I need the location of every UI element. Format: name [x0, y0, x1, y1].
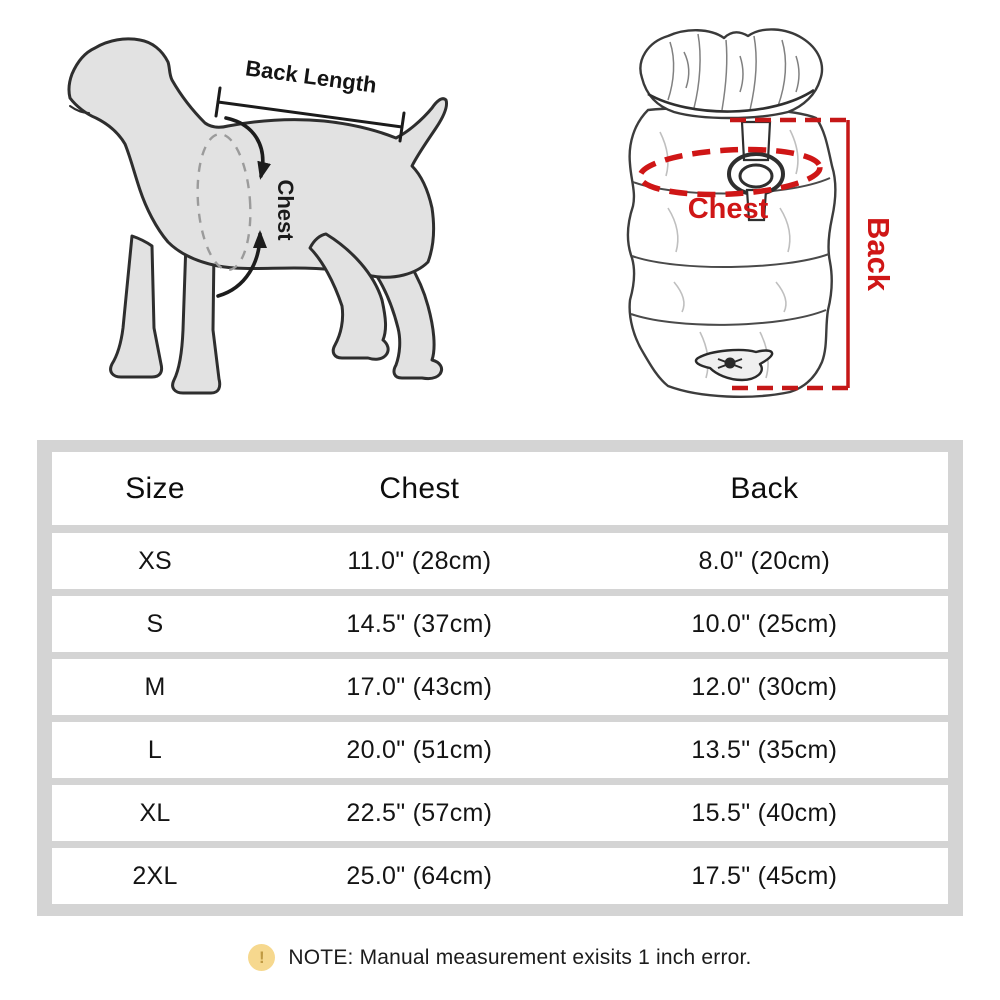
table-row: [52, 533, 948, 589]
cell-size: S: [146, 609, 164, 638]
header-size: Size: [125, 471, 185, 505]
cell-chest: 14.5" (37cm): [346, 609, 493, 638]
cell-back: 8.0" (20cm): [698, 546, 831, 575]
cell-chest: 20.0" (51cm): [346, 735, 493, 764]
cell-size: XS: [138, 546, 173, 575]
vest-measurement-figure: [590, 12, 900, 424]
vest-chest-label: Chest: [687, 193, 769, 225]
measurement-diagrams: [0, 0, 1000, 437]
header-chest: Chest: [379, 471, 460, 505]
back-length-label: Back Length: [243, 55, 379, 98]
cell-size: L: [147, 735, 163, 764]
cell-chest: 25.0" (64cm): [346, 861, 493, 890]
vest-collar: [640, 29, 822, 118]
cell-back: 12.0" (30cm): [691, 672, 838, 701]
cell-back: 10.0" (25cm): [691, 609, 838, 638]
cell-size: XL: [139, 798, 171, 827]
cell-size: M: [144, 672, 166, 701]
dog-silhouette: [69, 39, 447, 393]
table-row: [52, 785, 948, 841]
dog-measurement-figure: [30, 10, 510, 430]
cell-back: 17.5" (45cm): [691, 861, 838, 890]
size-table: [37, 440, 963, 916]
table-row: [52, 722, 948, 778]
warning-icon: !: [248, 944, 275, 971]
table-row: [52, 659, 948, 715]
measurement-note: [0, 944, 1000, 971]
table-row: [52, 848, 948, 904]
cell-chest: 22.5" (57cm): [346, 798, 493, 827]
table-row: [52, 596, 948, 652]
cell-back: 13.5" (35cm): [691, 735, 838, 764]
cell-chest: 17.0" (43cm): [346, 672, 493, 701]
cell-size: 2XL: [132, 861, 178, 890]
dog-chest-label: Chest: [273, 179, 298, 241]
header-back: Back: [730, 471, 799, 505]
cell-back: 15.5" (40cm): [691, 798, 838, 827]
note-text: NOTE: Manual measurement exisits 1 inch error.: [288, 945, 752, 969]
table-header-row: [52, 452, 948, 525]
vest-back-label: Back: [861, 216, 896, 292]
dog-near-front-leg: [111, 236, 162, 377]
cell-chest: 11.0" (28cm): [347, 546, 492, 575]
